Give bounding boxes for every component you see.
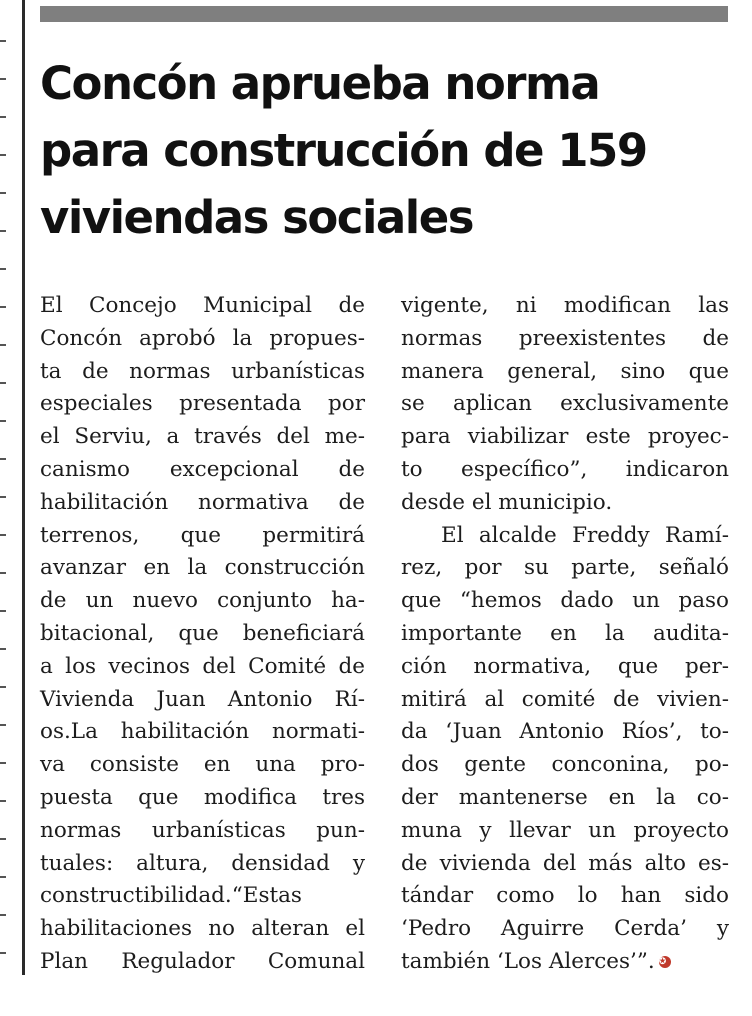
body-line: muna y llevar un proyecto <box>401 817 729 843</box>
body-line: ta de normas urbanísticas <box>40 358 365 384</box>
article-column-right <box>401 290 729 979</box>
body-line: canismo excepcional de <box>40 456 365 482</box>
body-line: El Concejo Municipal de <box>40 293 365 318</box>
body-line: importante en la audita- <box>401 620 729 646</box>
body-line: constructibilidad.“Estas <box>40 883 302 909</box>
body-line: manera general, sino que <box>401 358 729 384</box>
body-line: tuales: altura, densidad y <box>40 850 365 876</box>
headline-line: Concón aprueba norma <box>40 57 600 110</box>
body-line: rez, por su parte, señaló <box>401 555 729 581</box>
body-line-final <box>401 946 729 979</box>
body-line: puesta que modifica tres <box>40 784 365 810</box>
body-line: dos gente conconina, po- <box>401 752 729 778</box>
body-line: que “hemos dado un paso <box>401 588 729 614</box>
column-rule <box>22 0 25 975</box>
body-line: para viabilizar este proyec- <box>401 424 729 450</box>
section-top-bar <box>40 6 728 22</box>
body-line: el Serviu, a través del me- <box>40 424 365 450</box>
body-line: tándar como lo han sido <box>401 883 729 909</box>
body-line: normas preexistentes de <box>401 325 729 351</box>
body-line: de un nuevo conjunto ha- <box>40 588 365 614</box>
margin-tick-marks <box>0 40 6 980</box>
body-line-final-text: también ‘Los Alerces’”. <box>401 948 655 974</box>
headline-line: para construcción de 159 <box>40 124 647 177</box>
body-line: to específico”, indicaron <box>401 456 729 482</box>
body-line: der mantenerse en la co- <box>401 784 729 810</box>
body-line: especiales presentada por <box>40 391 365 417</box>
body-line: de vivienda del más alto es- <box>401 850 729 876</box>
body-line: da ‘Juan Antonio Ríos’, to- <box>401 719 729 745</box>
article-column-left <box>40 290 365 979</box>
body-line: ‘Pedro Aguirre Cerda’ y <box>401 916 729 942</box>
body-line: habilitaciones no alteran el <box>40 916 365 942</box>
end-of-article-icon: ✪ <box>659 956 671 968</box>
body-line: mitirá al comité de vivien- <box>401 686 729 712</box>
body-line: os.La habilitación normati- <box>40 719 365 745</box>
body-line: Concón aprobó la propues- <box>40 325 365 351</box>
body-line: habilitación normativa de <box>40 489 365 515</box>
body-line: vigente, ni modifican las <box>401 293 729 318</box>
body-line: a los vecinos del Comité de <box>40 653 365 679</box>
body-line: normas urbanísticas pun- <box>40 817 365 843</box>
body-line: Vivienda Juan Antonio Rí- <box>40 686 365 712</box>
headline-line: viviendas sociales <box>40 191 473 244</box>
body-line: ción normativa, que per- <box>401 653 729 679</box>
body-line: avanzar en la construcción <box>40 555 365 581</box>
headline <box>40 50 730 251</box>
body-line: Plan Regulador Comunal <box>40 948 365 974</box>
body-line: terrenos, que permitirá <box>40 522 365 548</box>
body-line: desde el municipio. <box>401 489 613 515</box>
body-line: va consiste en una pro- <box>40 752 365 778</box>
body-line: El alcalde Freddy Ramí- <box>441 522 729 548</box>
body-line: bitacional, que beneficiará <box>40 620 365 646</box>
body-line: se aplican exclusivamente <box>401 391 729 417</box>
